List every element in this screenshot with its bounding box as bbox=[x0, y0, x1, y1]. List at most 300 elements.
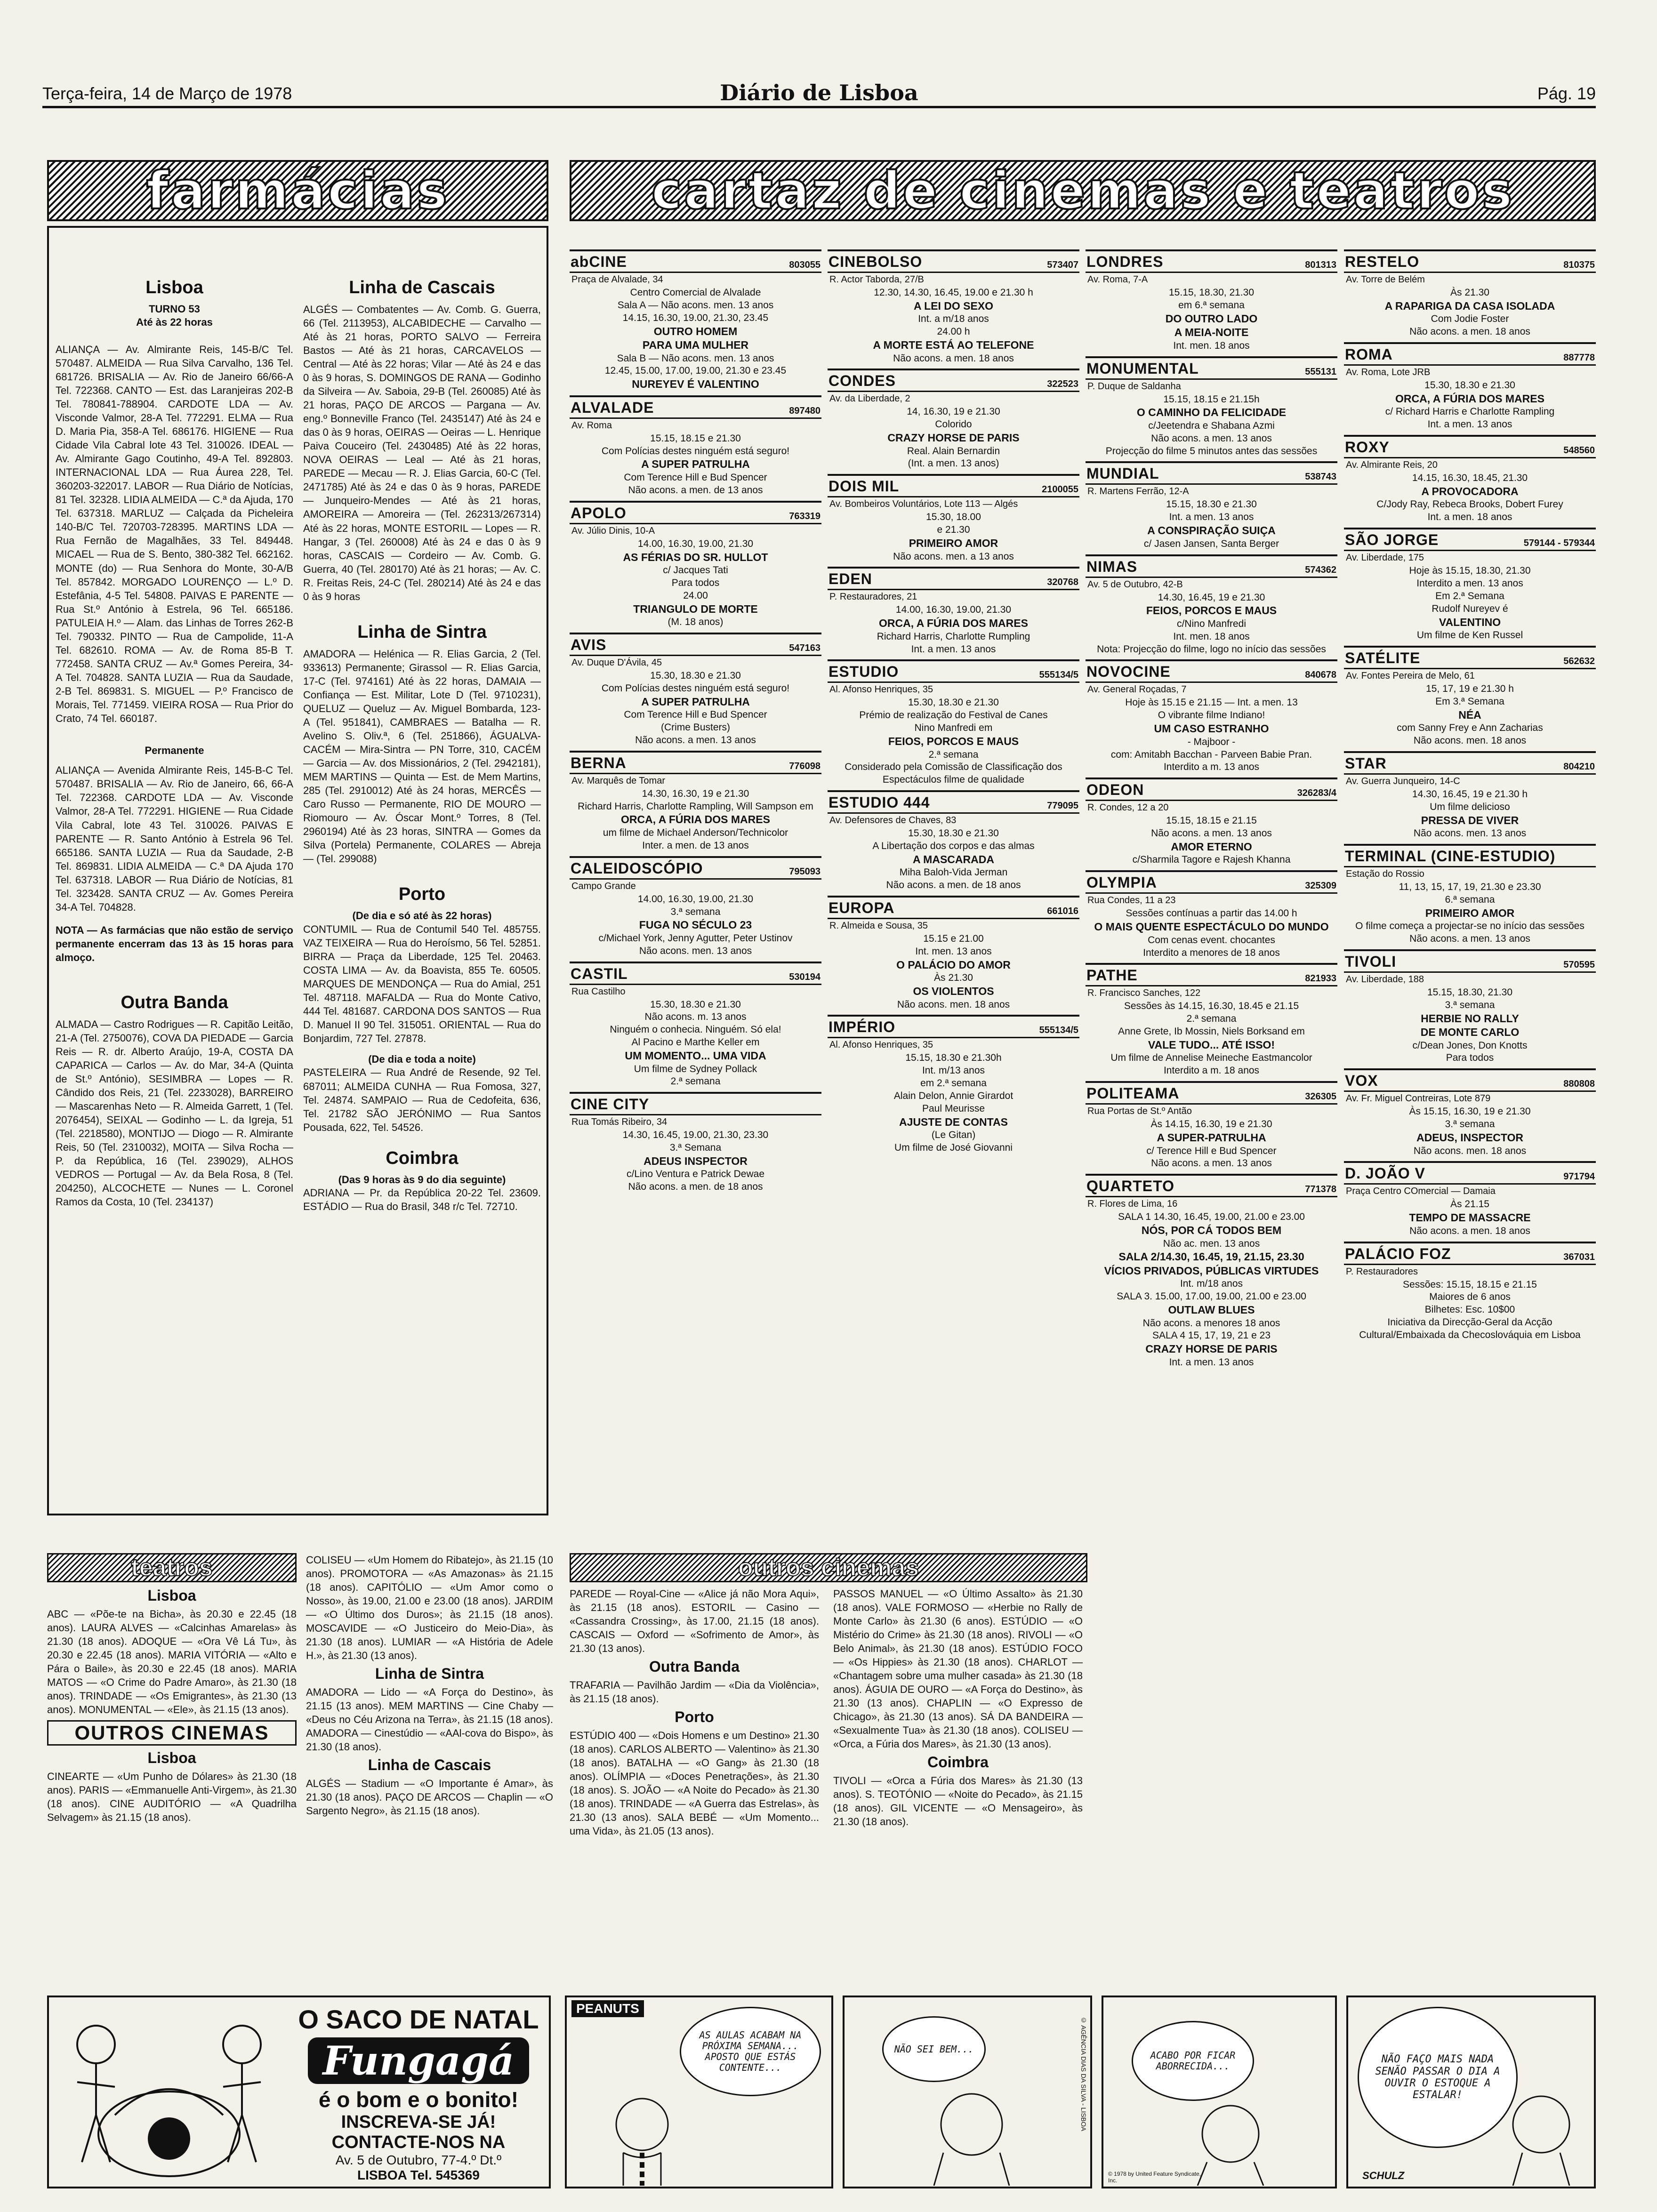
outros-sintra-list: AMADORA — Lido — «A Força do Destino», às 21.15 (13 anos). MEM MARTINS — Cine Chaby — «Deus no Céu Arizona na Terra», às 21.15 (18 anos). AMADORA — Cinestúdio — «AAl-cova do Bispo», às 21.30 (18 anos). bbox=[306, 1686, 553, 1753]
cinema-name: STAR bbox=[1345, 754, 1387, 772]
cinema-program-line: 15.30, 18.30 e 21.30 bbox=[1424, 380, 1515, 391]
cinema-address: Praça Centro COmercial — Damaia bbox=[1346, 1186, 1496, 1197]
cinema-name: ESTUDIO 444 bbox=[828, 794, 930, 811]
cinema-header bbox=[1344, 1165, 1596, 1185]
cinema-header bbox=[1344, 953, 1596, 973]
cinema-listing bbox=[1344, 1068, 1596, 1157]
header-date: Terça-feira, 14 de Março de 1978 bbox=[42, 84, 292, 103]
cinema-program bbox=[570, 1129, 821, 1194]
cinema-program-line: c/Dean Jones, Don Knotts bbox=[1412, 1040, 1528, 1051]
farmacias-banner-text: farmácias bbox=[146, 160, 450, 221]
comic-bubble-2: NÃO SEI BEM... bbox=[882, 2016, 986, 2082]
pharm-porto-title: Porto bbox=[398, 884, 446, 905]
cinema-program-line: A SUPER PATRULHA bbox=[641, 458, 750, 471]
cinema-program-line: Não acons. a men. de 18 anos bbox=[886, 880, 1021, 891]
cinema-header bbox=[570, 505, 821, 524]
cinema-program-line: Nota: Projecção do filme, logo no início das sessões bbox=[1097, 643, 1326, 655]
cinema-program bbox=[570, 538, 821, 629]
cinema-program-line: Interdito a m. 13 anos bbox=[1163, 761, 1260, 773]
cinema-name: VOX bbox=[1345, 1072, 1378, 1090]
cinema-program-line: NUREYEV É VALENTINO bbox=[632, 378, 759, 391]
cinema-header bbox=[570, 636, 821, 656]
cinema-listing bbox=[1344, 528, 1596, 642]
pharm-porto-night: (De dia e toda a noite) bbox=[368, 1053, 476, 1065]
cinema-program-line: CRAZY HORSE DE PARIS bbox=[1145, 1343, 1278, 1355]
ad-line4: CONTACTE-NOS NA bbox=[331, 2132, 506, 2152]
cinema-program-line: VALE TUDO... ATÉ ISSO! bbox=[1148, 1039, 1275, 1051]
pharmacies-column-linhas bbox=[303, 275, 541, 1213]
cinema-name: TIVOLI bbox=[1345, 953, 1397, 970]
cinema-header bbox=[570, 253, 821, 273]
cinema-program-line: Anne Grete, Ib Mossin, Niels Borksand em bbox=[1118, 1026, 1305, 1037]
comic-credit: © AGÊNCIA DIAS DA SILVA - LISBOA bbox=[1080, 2016, 1087, 2132]
cinema-program-line: Maiores de 6 anos bbox=[1429, 1291, 1511, 1303]
page-header bbox=[42, 80, 1596, 108]
cinema-phone: 573407 bbox=[1047, 260, 1078, 270]
cinema-listing bbox=[828, 474, 1079, 563]
cinema-name: CINEBOLSO bbox=[828, 253, 923, 270]
cinema-phone: 574362 bbox=[1305, 564, 1336, 575]
cinema-listing bbox=[828, 369, 1079, 470]
cinema-header bbox=[570, 965, 821, 985]
cinema-address: Av. Júlio Dinis, 10-A bbox=[571, 525, 655, 536]
cinema-program-line: Não acons. men. 13 anos bbox=[639, 945, 752, 956]
cinema-program-line: 15.30, 18.00 bbox=[926, 512, 981, 523]
cinema-program-line: SALA 1 14.30, 16.45, 19.00, 21.00 e 23.00 bbox=[1118, 1211, 1305, 1223]
cinema-listing bbox=[1344, 342, 1596, 431]
cinema-program-line: Às 21.15 bbox=[1450, 1199, 1489, 1210]
cinema-listing bbox=[1344, 646, 1596, 747]
cinema-name: AVIS bbox=[571, 636, 607, 653]
ad-text bbox=[294, 2004, 543, 2183]
cinema-address: Av. Liberdade, 175 bbox=[1346, 553, 1424, 563]
cinema-listing bbox=[1086, 1081, 1337, 1170]
pharmacies-column-lisboa bbox=[56, 275, 293, 1209]
cinema-program-line: A RAPARIGA DA CASA ISOLADA bbox=[1384, 299, 1555, 312]
cinema-phone: 821933 bbox=[1305, 973, 1336, 984]
comic-panel-1 bbox=[565, 1996, 833, 2188]
cinema-program-line: Iniciativa da Direcção-Geral da Acção Cultural/Embaixada da Checoslováquia em Lisboa bbox=[1359, 1317, 1581, 1341]
cinema-phone: 795093 bbox=[789, 866, 820, 877]
cinema-program-line: c/ Terence Hill e Bud Spencer bbox=[1146, 1145, 1277, 1156]
outros-porto-list: ESTÚDIO 400 — «Dois Homens e um Destino» 21.30 (18 anos). CARLOS ALBERTO — Valentino» às 21.30 (18 anos). BATALHA — «O Gang» às 21.30 (18 anos). OLÍMPIA — «Doces Penetrações», às 21.30 (18 anos). S. JOÃO — «A Noite do Pecado» às 21.30 (18 anos). TRINDADE — «A Guerra das Estrelas», às 21.30 (13 anos). SALA BEBÉ — «Um Momento... uma Vida», às 21.05 (13 anos). bbox=[570, 1730, 819, 1837]
cinema-phone: 562632 bbox=[1563, 656, 1595, 666]
cinema-program-line: Colorido bbox=[935, 419, 972, 430]
cinema-program-line: Sala A — Não acons. men. 13 anos bbox=[617, 299, 774, 311]
cinema-program-line: PRIMEIRO AMOR bbox=[909, 537, 998, 550]
cinema-phone: 326305 bbox=[1305, 1091, 1336, 1102]
cinema-address: Av. Fr. Miguel Contreiras, Lote 879 bbox=[1346, 1093, 1491, 1104]
outros-coimbra-list: TIVOLI — «Orca a Fúria dos Mares» às 21.30 (13 anos). S. TEOTÓNIO — «Noite do Pecado», às 21.15 (18 anos). GIL VICENTE — «O Mensageiro», às 21.30 (18 anos). bbox=[833, 1775, 1083, 1828]
cinema-address: R. Actor Taborda, 27/B bbox=[829, 274, 924, 285]
cinema-listing bbox=[828, 659, 1079, 786]
ad-line2: é o bom e o bonito! bbox=[318, 2087, 519, 2112]
cinema-name: ROMA bbox=[1345, 346, 1393, 363]
cinema-listing bbox=[1344, 1161, 1596, 1237]
outros-col-a-list: COLISEU — «Um Homem do Ribatejo», às 21.15 (10 anos). PROMOTORA — «As Amazonas» às 21.15 (18 anos). CAPITÓLIO — «Um Amor como o Nosso», às 19.00, 21.00 e 23.00 (18 anos). JARDIM — «O Último dos Duros»; às 21.15 (18 anos). MOSCAVIDE — «O Justiceiro do Meio-Dia», às 21.30 (18 anos). LUMIAR — «A História de Adele H.», às 21.30 (13 anos). bbox=[306, 1554, 553, 1662]
farmacias-banner bbox=[47, 160, 548, 221]
cinema-phone: 801313 bbox=[1305, 260, 1336, 270]
cinema-program-line: SALA 2/14.30, 16.45, 19, 21.15, 23.30 bbox=[1118, 1250, 1304, 1263]
cinema-program-line: 14.15, 16.30, 19.00, 21.30, 23.45 bbox=[622, 312, 769, 323]
cinema-name: CINE CITY bbox=[571, 1096, 650, 1113]
cinema-listing bbox=[1086, 777, 1337, 866]
cinema-program-line: 15.15, 18.30, 21.30 bbox=[1169, 287, 1254, 298]
cinema-listing bbox=[1086, 963, 1337, 1077]
pharm-lisboa-title: Lisboa bbox=[145, 278, 203, 297]
cinema-phone: 840678 bbox=[1305, 670, 1336, 681]
cinema-program-line: OUTLAW BLUES bbox=[1168, 1304, 1255, 1316]
cinema-program-line: Em 2.ª Semana bbox=[1435, 590, 1504, 601]
pharm-coimbra-list: ADRIANA — Pr. da República 20-22 Tel. 23609. ESTÁDIO — Rua do Brasil, 348 r/c Tel. 72710. bbox=[303, 1187, 541, 1213]
pharmacies-section bbox=[47, 226, 548, 1515]
cinema-program-line: Inter. a men. de 13 anos bbox=[642, 840, 749, 851]
cinema-phone: 779095 bbox=[1047, 801, 1078, 811]
cinema-header bbox=[1344, 1072, 1596, 1092]
cinema-address: Av. Almirante Reis, 20 bbox=[1346, 460, 1438, 471]
pharm-perm-list: ALIANÇA — Avenida Almirante Reis, 145-B-C Tel. 570487. BRISALIA — Av. Rio de Janeiro, 66, 66-A Tel. 722368. CARDOTE LDA — Av. Visconde Valmor, 28-A Tel. 772291. HIGIENE — Rua Cidade Vila Cabral, lote 43 Tel. 310026. PAIVAS E PARENTE — R. Santo António à Estrela 96 Tel. 665186. SANTA LUZIA — Rua da Saudade, 2-B Tel. 869831. LIDIA ALMEIDA — C.ª DA Ajuda 170 Tel. 637318. LABOR — Rua Diário de Notícias, 81 Tel. 323428. SANTA CRUZ — Av. Gomes Pereira 34-A Tel. 704828. bbox=[56, 764, 293, 913]
cinema-program-line: Int. a m/18 anos bbox=[918, 313, 989, 325]
cinema-header bbox=[828, 478, 1079, 497]
cinema-program-line: Int. m/13 anos bbox=[922, 1065, 985, 1076]
cinema-address: R. Martens Ferrão, 12-A bbox=[1087, 486, 1189, 497]
cinema-program-line: 14.30, 16.45, 19.00, 21.30, 23.30 bbox=[622, 1130, 769, 1141]
cinema-program-line: 15.15, 18.30, 21.30 bbox=[1427, 986, 1512, 998]
cinema-header bbox=[1344, 848, 1596, 867]
cinema-program-line: Interdito a men. 13 anos bbox=[1416, 578, 1523, 589]
cinema-program-line: A LEI DO SEXO bbox=[913, 299, 994, 312]
pharm-lisboa-list: ALIANÇA — Av. Almirante Reis, 145-B/C Tel. 570487. ALMEIDA — Rua Silva Carvalho, 136 Tel. 681726. BRISALIA — Av. Rio de Janeiro 66/66-A Tel. 722368. CANTO — Est. das Laranjeiras 202-B Tel. 780841-788904. CARDOTE LDA — Av. Visconde Valmor, 28-A Tel. 772291. ELMA — Rua D. Maria Pia, 358-A Tel. 686176. HIGIENE — Rua Cidade Vila Cabral lote 43 Tel. 310026. IDEAL — Av. Almirante Gago Coutinho, 49-A Tel. 892803. INTERNACIONAL LDA — Rua Áurea 228, Tel. 360203-322017. LABOR — Rua Diário de Notícias, 81 Tel. 32328. LIDIA ALMEIDA — C.ª da Ajuda, 170 Tel. 637318. MARLUZ — Calçada da Picheleira 140-B/C Tel. 720703-728395. MARTINS LDA — Rua Fernão de Magalhães, 33 Tel. 849448. MICAEL — Rua de S. Bento, 380-382 Tel. 662162. MONTE (do) — Rua Senhora do Monte, 30-A/B Tel. 857842. MORGADO LOURENÇO — L.º D. Estefânia, 4-5 Tel. 54808. PAIVAS E PARENTE — Rua St.º António à Estrela, 96 Tel. 665186. PATULEIA H.º — Alam. das Linhas de Torres 262-B Tel. 790332. PINTO — Rua de Campolide, 11-A Tel. 682610. ROMA — Av. de Roma 85-B T. 772458. SANTA CRUZ — Av.ª Gomes Pereira, 34-A Tel. 704828. SANTA LUZIA — Rua da Saudade, 2-B Tel. 869831. S. MIGUEL — P.º Francisco de Morais, Tel. 771459. VIEIRA ROSA — Rua Prior do Crato, 74 Tel. 660187. bbox=[56, 344, 293, 724]
cinema-phone: 887778 bbox=[1563, 353, 1595, 363]
cinema-program-line: 15.30, 18.30 e 21.30 bbox=[908, 697, 999, 708]
cinema-program bbox=[1344, 1279, 1596, 1342]
cinema-name: ODEON bbox=[1086, 781, 1144, 799]
cinema-program-line: Considerado pela Comissão de Classificação dos Espectáculos filme de qualidade bbox=[845, 761, 1062, 785]
cinema-program-line: Hoje às 15.15 e 21.15 — Int. a men. 13 bbox=[1125, 697, 1298, 708]
cinema-listing bbox=[1344, 249, 1596, 338]
newspaper-title: Diário de Lisboa bbox=[720, 80, 918, 105]
outros-cinemas-banner bbox=[570, 1553, 1087, 1582]
cinema-phone: 804210 bbox=[1563, 761, 1595, 772]
cinema-program-line: Int. a men. 13 anos bbox=[1169, 512, 1254, 523]
cinema-program-line: Int. men. 18 anos bbox=[1173, 340, 1250, 351]
cinema-phone: 803055 bbox=[789, 260, 820, 270]
cinema-program-line: Int. a men. 13 anos bbox=[1169, 1356, 1254, 1368]
cinema-program bbox=[828, 933, 1079, 1011]
cinema-program-line: Sessões: 15.15, 18.15 e 21.15 bbox=[1403, 1279, 1537, 1290]
cinema-name: ESTUDIO bbox=[828, 663, 899, 681]
cinema-program-line: c/ Richard Harris e Charlotte Rampling bbox=[1385, 406, 1555, 417]
page-number: Pág. 19 bbox=[1537, 84, 1596, 103]
cinema-program-line: 14.30, 16.45, 19 e 21.30 h bbox=[1412, 788, 1528, 800]
comic-characters-2 bbox=[901, 2082, 1042, 2186]
cinema-program-line: Não acons. a men. de 13 anos bbox=[628, 484, 763, 496]
cinema-program-line: 15.15 e 21.00 bbox=[923, 933, 984, 945]
cinema-program-line: 24.00 bbox=[683, 590, 708, 601]
cinema-phone: 763319 bbox=[789, 511, 820, 521]
cinema-program-line: (Le Gitan) bbox=[931, 1130, 976, 1141]
cinema-name: PATHE bbox=[1086, 967, 1138, 984]
cinema-program-line: ADEUS INSPECTOR bbox=[643, 1155, 748, 1167]
cinema-phone: 570595 bbox=[1563, 959, 1595, 970]
cinema-program bbox=[1344, 287, 1596, 338]
cinema-program-line: 24.00 h bbox=[937, 326, 970, 337]
cinema-program-line: 15, 17, 19 e 21.30 h bbox=[1426, 683, 1514, 694]
cinema-program-line: - Majboor - bbox=[1187, 736, 1236, 747]
outros-ob-title: Outra Banda bbox=[649, 1658, 740, 1675]
pharm-nota: NOTA — As farmácias que não estão de serviço permanente encerram das 13 às 15 horas para almoço. bbox=[56, 924, 293, 963]
comic-characters-4 bbox=[1489, 2087, 1593, 2186]
cinema-program-line: VALENTINO bbox=[1439, 616, 1501, 628]
comic-title: PEANUTS bbox=[571, 2000, 644, 2017]
cinema-program-line: A PROVOCADORA bbox=[1421, 485, 1519, 497]
pharm-cascais-title: Linha de Cascais bbox=[349, 278, 495, 297]
cinema-program-line: 14.00, 16.30, 19.00, 21.30 bbox=[637, 538, 754, 549]
oc-lisboa-title: Lisboa bbox=[147, 1749, 196, 1767]
pharm-coimbra-hours: (Das 9 horas às 9 do dia seguinte) bbox=[338, 1173, 506, 1186]
cinema-name: D. JOÃO V bbox=[1345, 1165, 1425, 1182]
cinema-program-line: Bilhetes: Esc. 10$00 bbox=[1424, 1304, 1515, 1315]
teatros-lisboa-title: Lisboa bbox=[147, 1587, 196, 1604]
cinema-name: EDEN bbox=[828, 570, 872, 588]
oc-lisboa-list: CINEARTE — «Um Punho de Dólares» às 21.30 (18 anos). PARIS — «Emmanuelle Anti-Virgem», às 21.30 (18 anos). CINE AUDITÓRIO — «A Quadrilha Selvagem» às 21.15 (18 anos). bbox=[47, 1771, 297, 1824]
cinema-header bbox=[1344, 755, 1596, 775]
cinema-program-line: 15.30, 18.30 e 21.30 bbox=[908, 828, 999, 839]
outros-col-c-list: PASSOS MANUEL — «O Último Assalto» às 21.30 (18 anos). VALE FORMOSO — «Herbie no Rally de Monte Carlo» às 21.30 (6 anos). ESTÚDIO — «O Mistério do Crime» às 21.30 (18 anos). RIVOLI — «O Belo Animal», às 21.30 (18 anos). ESTÚDIO FOCO — «Os Hippies» às 21.30 (18 anos). CHARLOT — «Chantagem sobre uma mulher casada» às 21.30 (18 anos). ÁGUIA DE OURO — «A Força do Destino», às 21.30 (13 anos). CHAPLIN — «O Expresso de Chicago», às 21.30 (13 anos). SÁ DA BANDEIRA — «Sexualmente Tua» às 21.30 (18 anos). COLISEU — «Orca, a Fúria dos Mares», às 21.30 (13 anos). bbox=[833, 1588, 1083, 1750]
cinema-phone: 548560 bbox=[1563, 445, 1595, 456]
teatros-list: ABC — «Põe-te na Bicha», às 20.30 e 22.45 (18 anos). LAURA ALVES — «Calcinhas Amarelas» às 21.30 (18 anos). ADOQUE — «Ora Vê Lá Tu», às 20.30 e 22.45 (18 anos). MARIA VITÓRIA — «Alto e Pára o Baile», às 20.30 e 22.45 (18 anos). MARIA MATOS — «O Crime do Padre Amaro», às 21.30 (18 anos). TRINDADE — «Os Emigrantes», às 21.30 (13 anos). MONUMENTAL — «Ele», às 21.15 (13 anos). bbox=[47, 1608, 297, 1716]
cinema-program-line: Sessões contínuas a partir das 14.00 h bbox=[1126, 908, 1297, 919]
cinema-program-line: em 2.ª semana bbox=[920, 1078, 987, 1089]
comic-copyright: © 1978 by United Feature Syndicate, Inc. bbox=[1108, 2171, 1201, 2184]
cinema-name: MUNDIAL bbox=[1086, 465, 1159, 482]
cinema-program-line: A CONSPIRAÇÃO SUIÇA bbox=[1147, 524, 1276, 537]
cinema-program bbox=[1344, 683, 1596, 747]
cinema-header bbox=[1344, 439, 1596, 458]
teatros-section bbox=[47, 1553, 297, 1986]
cinema-program-line: 3.ª semana bbox=[1445, 1119, 1495, 1130]
cinema-program-line: com Sanny Frey e Ann Zacharias bbox=[1397, 722, 1543, 734]
ad-brand: Fungagá bbox=[308, 2037, 529, 2084]
cinema-program-line: A Libertação dos corpos e das almas bbox=[872, 841, 1035, 851]
cinema-program-line: FEIOS, PORCOS E MAUS bbox=[888, 735, 1019, 748]
cinema-phone: 897480 bbox=[789, 405, 820, 416]
cinema-phone: 810375 bbox=[1563, 260, 1595, 270]
cinema-program-line: SALA 3. 15.00, 17.00, 19.00, 21.00 e 23.00 bbox=[1117, 1291, 1306, 1302]
cinema-address: Av. Bombeiros Voluntários, Lote 113 — Algés bbox=[829, 499, 1018, 510]
cinema-name: DOIS MIL bbox=[828, 478, 900, 495]
cinema-address: Av. Torre de Belém bbox=[1346, 274, 1425, 285]
cinema-program-line: A MEIA-NOITE bbox=[1174, 326, 1249, 339]
pharm-hours: Até às 22 horas bbox=[136, 316, 213, 328]
cinema-listing bbox=[570, 962, 821, 1089]
cinema-program-line: VÍCIOS PRIVADOS, PÚBLICAS VIRTUDES bbox=[1104, 1264, 1319, 1277]
cinema-program bbox=[570, 788, 821, 852]
cinema-address: Av. 5 de Outubro, 42-B bbox=[1087, 579, 1183, 590]
cinema-phone: 971794 bbox=[1563, 1171, 1595, 1182]
cinema-header bbox=[1344, 649, 1596, 669]
pharm-coimbra-title: Coimbra bbox=[386, 1148, 458, 1168]
cinema-program-line: 14, 16.30, 19 e 21.30 bbox=[907, 406, 1000, 417]
cinema-program-line: O MAIS QUENTE ESPECTÁCULO DO MUNDO bbox=[1094, 921, 1329, 933]
comic-signature: SCHULZ bbox=[1362, 2170, 1405, 2181]
cinema-program bbox=[1086, 815, 1337, 866]
cinema-program-line: Para todos bbox=[1446, 1052, 1494, 1064]
teatros-banner-text: teatros bbox=[131, 1554, 213, 1581]
cinema-program-line: Sessões às 14.15, 16.30, 18.45 e 21.15 bbox=[1124, 1001, 1299, 1012]
cinema-program bbox=[828, 827, 1079, 892]
cinema-program bbox=[1086, 697, 1337, 774]
cinema-program bbox=[570, 999, 821, 1089]
cinema-program-line: Interdito a menores de 18 anos bbox=[1143, 947, 1280, 958]
cinema-program-line: Centro Comercial de Alvalade bbox=[630, 287, 761, 298]
pharm-ob-list: ALMADA — Castro Rodrigues — R. Capitão Leitão, 21-A (Tel. 2750076), COVA DA PIEDADE — Garcia Reis — R. dr. Alberto Araújo, 19-A, COSTA DA CAPARICA — Carlos — Av. do Mar, 34-A (Quinta de St.º António), SESIMBRA — Lopes — R. Cândido dos Reis, 21 (Tel. 2233028), BARREIRO — Mascarenhas Neto — R. Almeida Garrett, 1 (Tel. 2076454), SEIXAL — Godinho — L. da Igreja, 51 (Tel. 2218580), MONTIJO — Diogo — R. Almirante Reis, 50 (Tel. 2310032), MOITA — Silva Rocha — P. da República, 16 (Tel. 239029), ALHOS VEDROS — Portugal — Av. da Bela Rosa, 8 (Tel. 204250), ALCOCHETE — Nunes — L. Coronel Ramos da Costa, 10 (Tel. 234137) bbox=[56, 1018, 294, 1208]
cinema-name: abCINE bbox=[571, 253, 627, 270]
cinema-program-line: NÉA bbox=[1458, 708, 1481, 721]
cinema-program-line: em 6.ª semana bbox=[1178, 299, 1245, 311]
cinema-address: R. Flores de Lima, 16 bbox=[1087, 1199, 1178, 1210]
cinema-program bbox=[1086, 498, 1337, 550]
cinema-name: LONDRES bbox=[1086, 253, 1164, 270]
cinema-name: QUARTETO bbox=[1086, 1178, 1174, 1195]
cinema-program-line: 14.30, 16.45, 19 e 21.30 bbox=[1158, 592, 1265, 603]
cinema-program-line: 2.ª semana bbox=[670, 1076, 721, 1087]
outros-cascais-list: ALGÉS — Stadium — «O Importante é Amar», às 21.30 (18 anos). PAÇO DE ARCOS — Chaplin — «O Sargento Negro», às 21.15 (18 anos). bbox=[306, 1778, 553, 1817]
outros-porto-title: Porto bbox=[675, 1708, 714, 1726]
cinema-program-line: Paul Meurisse bbox=[922, 1103, 985, 1114]
cinema-program-line: UM MOMENTO... UMA VIDA bbox=[625, 1050, 766, 1062]
cinema-program-line: c/Jeetendra e Shabana Azmi bbox=[1148, 420, 1275, 431]
cinema-program bbox=[1086, 393, 1337, 458]
comic-bubble-1: AS AULAS ACABAM NA PRÓXIMA SEMANA... APOSTO QUE ESTÁS CONTENTE... bbox=[680, 2007, 821, 2096]
cinema-header bbox=[1086, 253, 1337, 273]
cinema-header bbox=[828, 1018, 1079, 1038]
cinema-program bbox=[1086, 1118, 1337, 1170]
cinema-address: R. Francisco Sanches, 122 bbox=[1087, 988, 1201, 999]
cinema-program-line: AJUSTE DE CONTAS bbox=[899, 1115, 1008, 1128]
pharm-porto-hours: (De dia e só até às 22 horas) bbox=[352, 910, 492, 922]
cinema-listing bbox=[1344, 1242, 1596, 1342]
comic-panel-4 bbox=[1346, 1996, 1596, 2188]
cinema-program-line: Int. men. 13 anos bbox=[915, 946, 992, 957]
outros-col-a bbox=[306, 1553, 553, 1818]
pharm-cascais-list: ALGÉS — Combatentes — Av. Comb. G. Guerra, 66 (Tel. 2113953), ALCABIDECHE — Carvalho — Até às 21 horas, PORTO SALVO — Ferreira Bastos — Até às 21 horas, CARCAVELOS — Central — Até às 22 horas; Vilar — Até às 24 e das 0 às 9 horas, S. DOMINGOS DE RANA — Godinho da Silveira — Av. Saboia, 29-B (Tel. 260085) Até às 21 horas, PAÇO DE ARCOS — Pargana — Av. eng.º Bonneville Franco (Tel. 2435147) Até às 24 e das 0 às 9 horas, OEIRAS — Oeiras — L. Henrique Paiva Couceiro (Tel. 2430485) Até às 22 horas, NOVA OEIRAS — Leal — Até às 21 horas, PAREDE — Mecau — R. J. Elias Garcia, 60-C (Tel. 2471785) Até às 24 e das 0 às 9 horas, PAREDE — Junqueiro-Mendes — Até às 21 horas, AMOREIRA — Amoreira — (Tel. 262313/267314) Até às 22 horas, MONTE ESTORIL — Lopes — R. Hangar, 3 (Tel. 260008) Até às 24 e das 0 às 9 horas, CASCAIS — Cordeiro — Av. Comb. G. Guerra, 40 (Tel. 280170) Até às 21 horas; — Av. C. R. Freitas Reis, 24-C (Tel. 280214) Até às 24 e das 0 às 9 horas bbox=[303, 304, 541, 602]
cinema-phone: 2100055 bbox=[1042, 484, 1078, 495]
cinema-program-line: Al Pacino e Marthe Keller em bbox=[631, 1037, 760, 1048]
cinema-program bbox=[1344, 379, 1596, 431]
cinema-program-line: c/Nino Manfredi bbox=[1176, 618, 1247, 629]
cinema-program-line: A SUPER-PATRULHA bbox=[1157, 1131, 1266, 1144]
cinema-program bbox=[1086, 907, 1337, 959]
cinema-address: Av. Roma, Lote JRB bbox=[1346, 367, 1431, 378]
cinema-program bbox=[1344, 1106, 1596, 1157]
cinema-phone: 555131 bbox=[1305, 366, 1336, 377]
cinema-program-line: 3.ª semana bbox=[670, 906, 721, 917]
cinema-header bbox=[828, 663, 1079, 683]
cinema-program-line: A MORTE ESTÁ AO TELEFONE bbox=[873, 339, 1034, 352]
cinema-header bbox=[828, 570, 1079, 590]
cinema-header bbox=[828, 253, 1079, 273]
cinema-name: IMPÉRIO bbox=[828, 1018, 896, 1036]
cinema-phone: 322523 bbox=[1047, 379, 1078, 390]
cinema-program bbox=[828, 697, 1079, 786]
cinema-program-line: Para todos bbox=[671, 577, 720, 588]
cinema-program-line: Não acons. men. 18 anos bbox=[1413, 1145, 1527, 1156]
cinema-program-line: Real. Alain Bernardin bbox=[907, 445, 1000, 457]
cinema-address: Estação do Rossio bbox=[1346, 869, 1424, 879]
cinema-program-line: Não acons. a men. 13 anos bbox=[1151, 828, 1272, 839]
cinema-header bbox=[1086, 967, 1337, 986]
cinema-program-line: Não acons. men. 13 anos bbox=[1413, 828, 1527, 839]
cinema-program-line: DO OUTRO LADO bbox=[1165, 312, 1258, 325]
cinema-name: CONDES bbox=[828, 372, 896, 390]
cinema-address: R. Condes, 12 a 20 bbox=[1087, 802, 1169, 813]
cinema-program-line: Não acons. m. 13 anos bbox=[644, 1011, 747, 1023]
cinema-program-line: Não acons. a men. 13 anos bbox=[635, 734, 756, 745]
cinema-program-line: 15.15, 18.15 e 21.15h bbox=[1163, 393, 1260, 405]
cinema-listing bbox=[828, 790, 1079, 892]
cinema-column-4 bbox=[1344, 249, 1596, 1346]
cinema-program-line: OUTRO HOMEM bbox=[653, 325, 738, 337]
cinema-program bbox=[828, 511, 1079, 563]
cinema-program-line: 14.30, 16.30, 19 e 21.30 bbox=[642, 788, 749, 799]
cinema-program-line: Nino Manfredi em bbox=[914, 722, 993, 734]
cinema-program-line: Não acons. a men. 18 anos bbox=[1409, 326, 1530, 337]
cinema-listing bbox=[570, 633, 821, 747]
pharm-perm-title: Permanente bbox=[145, 744, 204, 756]
cinema-header bbox=[1086, 360, 1337, 380]
cinema-listing bbox=[570, 751, 821, 852]
cinema-address: Rua Portas de St.º Antão bbox=[1087, 1106, 1192, 1117]
cinema-program-line: 2.ª semana bbox=[1186, 1013, 1237, 1025]
cartaz-banner bbox=[570, 160, 1596, 221]
cinema-name: SÃO JORGE bbox=[1345, 531, 1439, 549]
cinema-program-line: e 21.30 bbox=[937, 524, 970, 536]
cinema-program-line: (Crime Busters) bbox=[660, 721, 730, 733]
cinema-program bbox=[1344, 788, 1596, 840]
children-sack-illustration bbox=[58, 2007, 280, 2181]
cinema-program-line: O CAMINHO DA FELICIDADE bbox=[1136, 406, 1287, 419]
cinema-name: EUROPA bbox=[828, 899, 895, 917]
cinema-program-line: 15.30, 18.30 e 21.30 bbox=[650, 999, 741, 1010]
cinema-phone: 538743 bbox=[1305, 472, 1336, 482]
cinema-address: R. Almeida e Sousa, 35 bbox=[829, 921, 928, 931]
cinema-address: Av. Marquês de Tomar bbox=[571, 775, 665, 786]
cinema-program-line: PARA UMA MULHER bbox=[642, 339, 749, 352]
cinema-name: APOLO bbox=[571, 504, 627, 521]
outros-sintra-title: Linha de Sintra bbox=[375, 1665, 484, 1683]
cinema-header bbox=[570, 860, 821, 880]
cinema-name: RESTELO bbox=[1345, 253, 1420, 270]
cinema-program-line: 2.ª semana bbox=[928, 749, 979, 760]
cinema-listing bbox=[1086, 461, 1337, 550]
outros-col-b-list: PAREDE — Royal-Cine — «Alice já não Mora Aqui», às 21.15 (18 anos). ESTORIL — Casino — «Cassandra Crossing», às 17.00, 21.15 (18 anos). CASCAIS — Oxford — «Sofrimento de Amor», às 21.30 (13 anos). bbox=[570, 1588, 819, 1655]
cinema-program-line: Não acons. a menores 18 anos bbox=[1142, 1317, 1280, 1329]
cinema-program bbox=[570, 287, 821, 392]
ad-line3: INSCREVA-SE JÁ! bbox=[341, 2112, 496, 2132]
cinema-program-line: AMOR ETERNO bbox=[1171, 841, 1252, 853]
cinema-program-line: c/ Jacques Tati bbox=[663, 564, 728, 576]
cinema-program-line: ORCA, A FÚRIA DOS MARES bbox=[1395, 392, 1544, 405]
cinema-listings bbox=[570, 249, 1596, 1548]
cinema-program-line: Com Terence Hill e Bud Spencer bbox=[624, 472, 767, 483]
cinema-program-line: 15.15, 18.15 e 21.15 bbox=[1166, 815, 1257, 826]
cinema-address: Rua Tomás Ribeiro, 34 bbox=[571, 1117, 668, 1128]
cinema-program-line: DE MONTE CARLO bbox=[1420, 1026, 1520, 1039]
cinema-program-line: ORCA, A FÚRIA DOS MARES bbox=[879, 617, 1028, 630]
pharm-turno: TURNO 53 bbox=[149, 303, 200, 315]
cinema-address: Rua Condes, 11 a 23 bbox=[1087, 895, 1176, 906]
